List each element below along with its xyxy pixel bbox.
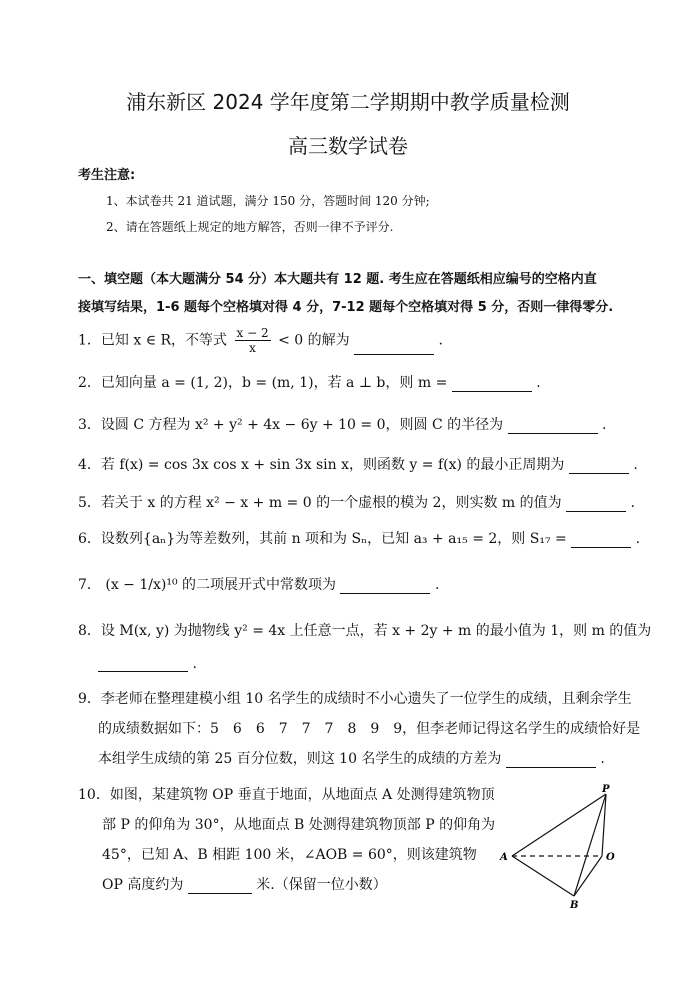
answer-blank-9[interactable] [506, 767, 596, 768]
question-6-text: 6．设数列{aₙ}为等差数列，其前 n 项和为 Sₙ，已知 a₃ + a₁₅ = 2，则 S₁₇ = [78, 531, 567, 547]
answer-blank-2[interactable] [452, 391, 532, 392]
question-10-line-4 [102, 874, 387, 894]
question-1-end: . [438, 332, 443, 349]
question-8-text: 8．设 M(x, y) 为抛物线 y² = 4x 上任意一点，若 x + 2y + m 的最小值为 1，则 m 的值为 [78, 623, 652, 639]
notice-heading: 考生注意: [78, 168, 136, 183]
question-10-line-2: 部 P 的仰角为 30°，从地面点 B 处测得建筑物顶部 P 的仰角为 [102, 817, 496, 833]
question-2 [78, 372, 541, 392]
notice-item-1: 1、本试卷共 21 道试题，满分 150 分，答题时间 120 分钟; [106, 194, 430, 208]
question-7-number: 7． [78, 577, 101, 593]
answer-blank-4[interactable] [569, 473, 629, 474]
section-1-line-2: 接填写结果，1-6 题每个空格填对得 4 分，7-12 题每个空格填对得 5 分，否则一律得零分. [78, 300, 614, 315]
question-7-expression: (x − 1/x)¹⁰ [105, 577, 178, 593]
question-1 [78, 326, 443, 355]
question-10-text-post: 米.（保留一位小数） [256, 877, 387, 893]
question-1-text: 1．已知 x ∈ R，不等式 [78, 332, 228, 349]
fraction-numerator: x − 2 [236, 326, 269, 340]
label-O: O [606, 852, 615, 863]
question-7-text: 的二项展开式中常数项为 [182, 577, 337, 593]
question-10-line-1: 10．如图，某建筑物 OP 垂直于地面，从地面点 A 处测得建筑物顶 [78, 787, 495, 803]
question-3-text: 3．设圆 C 方程为 x² + y² + 4x − 6y + 10 = 0，则圆 C 的半径为 [78, 417, 504, 433]
question-1-fraction [235, 326, 271, 355]
question-1-text-post: < 0 的解为 [278, 332, 350, 349]
answer-blank-1[interactable] [354, 354, 434, 355]
question-8-answer [98, 656, 197, 672]
fraction-denominator: x [249, 341, 256, 355]
answer-blank-8[interactable] [98, 671, 188, 672]
question-5-text: 5．若关于 x 的方程 x² − x + m = 0 的一个虚根的模为 2，则实数 m 的值为 [78, 495, 562, 511]
question-4-end: . [633, 457, 638, 473]
question-5-end: . [630, 495, 635, 511]
geometry-diagram [498, 784, 628, 910]
question-3-end: . [602, 417, 607, 433]
edge-AP [512, 794, 606, 856]
label-A: A [500, 852, 508, 863]
question-8 [78, 620, 651, 640]
label-B: B [570, 900, 579, 910]
question-7 [78, 574, 439, 594]
question-9-line-3 [98, 748, 605, 768]
question-10-line-3: 45°，已知 A、B 相距 100 米，∠AOB = 60°，则该建筑物 [102, 847, 477, 863]
answer-blank-10[interactable] [188, 893, 252, 894]
answer-blank-6[interactable] [571, 547, 631, 548]
question-4 [78, 454, 638, 474]
question-2-text: 2．已知向量 a = (1, 2)，b = (m, 1)，若 a ⊥ b，则 m = [78, 375, 448, 391]
question-4-text: 4．若 f(x) = cos 3x cos x + sin 3x sin x，则函数 y = f(x) 的最小正周期为 [78, 457, 565, 473]
question-8-end: . [192, 656, 197, 672]
edge-PB [574, 794, 606, 896]
question-10-text: OP 高度约为 [102, 877, 184, 893]
notice-item-2: 2、请在答题纸上规定的地方解答，否则一律不予评分. [106, 220, 394, 234]
edge-AB [512, 856, 574, 896]
exam-title: 浦东新区 2024 学年度第二学期期中教学质量检测 [126, 90, 570, 114]
exam-subtitle: 高三数学试卷 [288, 134, 408, 158]
edge-BO [574, 856, 602, 896]
answer-blank-3[interactable] [508, 433, 598, 434]
question-2-end: . [536, 375, 541, 391]
answer-blank-5[interactable] [566, 511, 626, 512]
question-7-end: . [434, 577, 440, 593]
question-6-end: . [635, 531, 641, 547]
section-1-line-1: 一、填空题（本大题满分 54 分）本大题共有 12 题. 考生应在答题纸相应编号的空格内直 [78, 272, 597, 287]
answer-blank-7[interactable] [340, 593, 430, 594]
question-5 [78, 492, 635, 512]
question-3 [78, 414, 606, 434]
label-P: P [602, 784, 610, 795]
question-9-text: 本组学生成绩的第 25 百分位数，则这 10 名学生的成绩的方差为 [98, 751, 502, 767]
question-9-line-2: 的成绩数据如下：5 6 6 7 7 7 8 9 9，但李老师记得这名学生的成绩恰好是 [98, 721, 641, 737]
question-9-end: . [600, 751, 605, 767]
question-6 [78, 528, 640, 548]
question-9-line-1: 9．李老师在整理建模小组 10 名学生的成绩时不小心遗失了一位学生的成绩，且剩余学生 [78, 691, 632, 707]
